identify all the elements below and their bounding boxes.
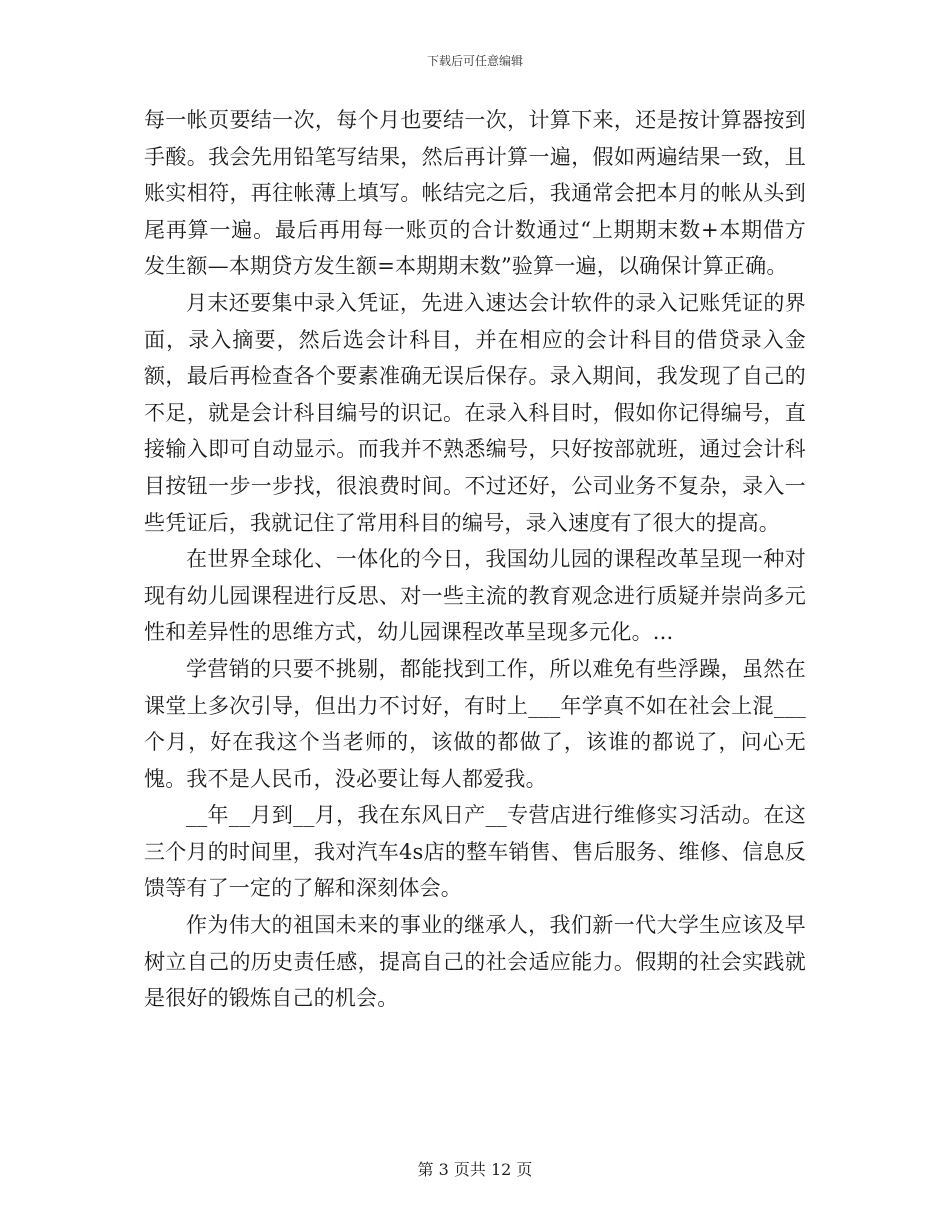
paragraph-2: 月末还要集中录入凭证，先进入速达会计软件的录入记账凭证的界面，录入摘要，然后选会计科目，并在相应的会计科目的借贷录入金额，最后再检查各个要素准确无误后保存。录入期间，我发现了自己的不足，就是会计科目编号的识记。在录入科目时，假如你记得编号，直接输入即可自动显示。而我并不熟悉编号，只好按部就班，通过会计科目按钮一步一步找，很浪费时间。不过还好，公司业务不复杂，录入一些凭证后，我就记住了常用科目的编号，录入速度有了很大的提高。 [144, 290, 806, 535]
paragraph-6: 作为伟大的祖国未来的事业的继承人，我们新一代大学生应该及早树立自己的历史责任感，提高自己的社会适应能力。假期的社会实践就是很好的锻炼自己的机会。 [144, 913, 806, 1011]
paragraph-4: 学营销的只要不挑剔，都能找到工作，所以难免有些浮躁，虽然在课堂上多次引导，但出力不讨好，有时上___年学真不如在社会上混___个月，好在我这个当老师的，该做的都做了，该谁的都说了，问心无愧。我不是人民币，没必要让每人都爱我。 [144, 656, 806, 791]
page-header: 下载后可任意编辑 [426, 54, 523, 68]
paragraph-3: 在世界全球化、一体化的今日，我国幼儿园的课程改革呈现一种对现有幼儿园课程进行反思、对一些主流的教育观念进行质疑并崇尚多元性和差异性的思维方式，幼儿园课程改革呈现多元化。... [144, 547, 806, 645]
document-body [144, 102, 806, 1017]
paragraph-5: __年__月到__月，我在东风日产__专营店进行维修实习活动。在这三个月的时间里，我对汽车4s店的整车销售、售后服务、维修、信息反馈等有了一定的了解和深刻体会。 [144, 803, 806, 901]
page-number-footer: 第 3 页共 12 页 [417, 1160, 533, 1179]
paragraph-1: 每一帐页要结一次，每个月也要结一次，计算下来，还是按计算器按到手酸。我会先用铅笔写结果，然后再计算一遍，假如两遍结果一致，且账实相符，再往帐薄上填写。帐结完之后，我通常会把本月的帐从头到尾再算一遍。最后再用每一账页的合计数通过“上期期末数+本期借方发生额—本期贷方发生额=本期期末数”验算一遍，以确保计算正确。 [144, 108, 806, 279]
